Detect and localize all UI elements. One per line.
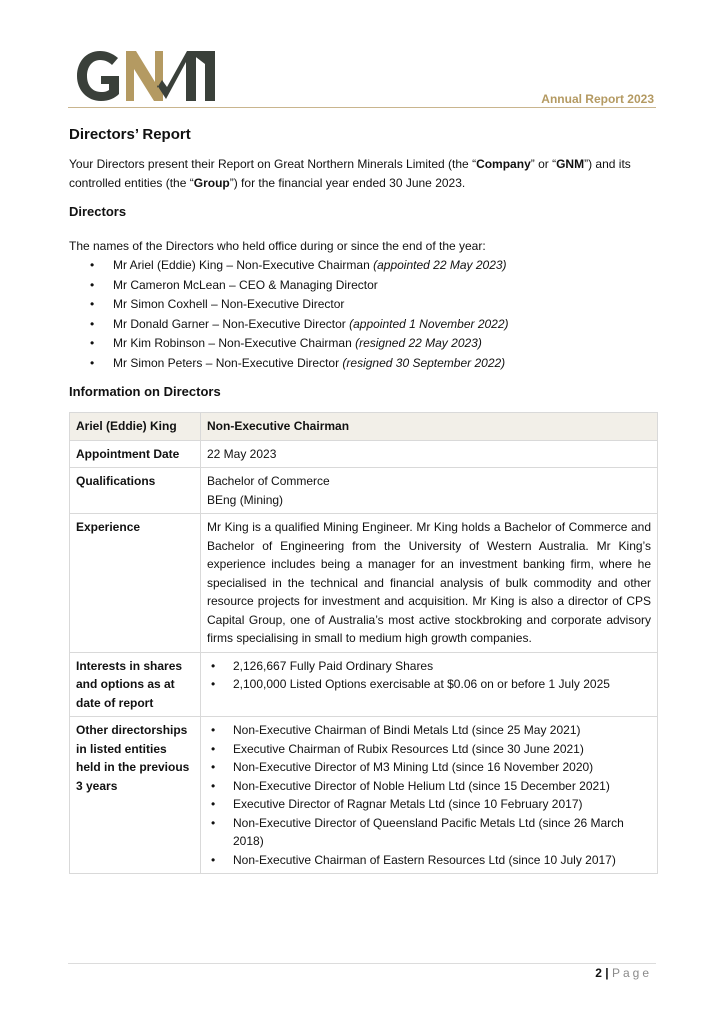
qualification-item: Bachelor of Commerce <box>207 474 330 488</box>
logo-letter-g <box>77 51 119 101</box>
bullet-icon: • <box>211 778 216 793</box>
directorship-text: Non-Executive Director of Queensland Pacific Metals Ltd (since 26 March 2018) <box>233 815 624 848</box>
interests-value <box>201 652 658 717</box>
list-item <box>207 777 651 796</box>
logo-letter-n <box>126 51 163 101</box>
footer-separator: | <box>605 966 609 980</box>
list-item <box>207 795 651 814</box>
page-footer <box>595 966 652 980</box>
list-item <box>207 758 651 777</box>
directorship-text: Non-Executive Chairman of Bindi Metals Ltd (since 25 May 2021) <box>233 723 581 737</box>
page-number: 2 <box>595 966 602 980</box>
other-directorships-value <box>201 717 658 874</box>
interest-text: 2,100,000 Listed Options exercisable at $0.06 on or before 1 July 2025 <box>233 677 610 691</box>
intro-bold-group: Group <box>193 176 230 190</box>
director-note: (appointed 1 November 2022) <box>349 316 509 331</box>
bullet-icon: • <box>90 355 95 370</box>
annual-report-label: Annual Report 2023 <box>541 92 654 106</box>
interests-label: Interests in shares and options as at date of report <box>70 652 201 717</box>
directorship-text: Executive Director of Ragnar Metals Ltd (since 10 February 2017) <box>233 797 583 811</box>
director-name-cell: Ariel (Eddie) King <box>70 413 201 441</box>
list-item <box>207 851 651 870</box>
information-heading: Information on Directors <box>69 384 221 399</box>
director-note: (resigned 30 September 2022) <box>342 355 506 370</box>
table-row <box>70 514 658 653</box>
director-name: Mr Kim Robinson – Non-Executive Chairman <box>113 336 356 350</box>
list-item <box>207 740 651 759</box>
header-divider <box>68 107 656 108</box>
list-item <box>90 276 657 296</box>
bullet-icon: • <box>211 658 216 673</box>
list-item <box>90 354 657 374</box>
bullet-icon: • <box>211 815 216 830</box>
bullet-icon: • <box>211 852 216 867</box>
director-note: (appointed 22 May 2023) <box>373 258 507 272</box>
bullet-icon: • <box>90 336 95 350</box>
qualifications-value <box>201 468 658 514</box>
intro-bold-gnm: GNM <box>556 157 585 171</box>
experience-label: Experience <box>70 514 201 653</box>
bullet-icon: • <box>90 297 95 311</box>
director-name: Mr Simon Coxhell – Non-Executive Director <box>113 297 345 311</box>
footer-divider <box>68 963 656 964</box>
directors-intro: The names of the Directors who held office during or since the end of the year: <box>69 239 486 253</box>
interest-text: 2,126,667 Fully Paid Ordinary Shares <box>233 658 434 673</box>
list-item <box>90 256 657 276</box>
intro-text: ” or “ <box>530 157 557 171</box>
list-item <box>90 334 657 354</box>
directorship-text: Non-Executive Chairman of Eastern Resources Ltd (since 10 July 2017) <box>233 852 616 867</box>
appointment-value: 22 May 2023 <box>201 440 658 468</box>
list-item <box>207 675 651 694</box>
experience-value: Mr King is a qualified Mining Engineer. Mr King holds a Bachelor of Commerce and Bachelor of Engineering from the University of Western Australia. Mr King’s experience includes being a manager for an investment banking firm, where he specialised in the technical and financial analysis of bulk commodity and other resource projects for investment and acquisition. Mr King is also a director of CPS Capital Group, one of Australia’s most active stockbroking and corporate advisory firms specialising in small to medium high growth companies. <box>201 514 658 653</box>
list-item <box>207 657 651 676</box>
bullet-icon: • <box>211 797 216 811</box>
directors-list <box>90 256 657 373</box>
table-row <box>70 440 658 468</box>
director-role-cell: Non-Executive Chairman <box>201 413 658 441</box>
bullet-icon: • <box>90 316 95 331</box>
director-name: Mr Donald Garner – Non-Executive Director <box>113 316 350 331</box>
list-item <box>90 295 657 315</box>
table-row <box>70 717 658 874</box>
bullet-icon: • <box>90 277 95 292</box>
table-row <box>70 468 658 514</box>
table-row <box>70 413 658 441</box>
bullet-icon: • <box>211 741 216 756</box>
table-row <box>70 652 658 717</box>
bullet-icon: • <box>211 677 216 691</box>
intro-bold-company: Company <box>476 157 531 171</box>
director-name: Mr Simon Peters – Non-Executive Director <box>113 355 343 370</box>
interests-list <box>207 657 651 694</box>
bullet-icon: • <box>90 258 95 272</box>
intro-text: Your Directors present their Report on Great Northern Minerals Limited (the “ <box>69 157 477 171</box>
page-word: Page <box>611 966 652 980</box>
directorship-text: Non-Executive Director of Noble Helium Ltd (since 15 December 2021) <box>233 778 610 793</box>
directorship-text: Executive Chairman of Rubix Resources Ltd (since 30 June 2021) <box>233 741 584 756</box>
director-info-table <box>69 412 658 874</box>
qualifications-label: Qualifications <box>70 468 201 514</box>
bullet-icon: • <box>211 760 216 774</box>
list-item <box>207 721 651 740</box>
qualification-item: BEng (Mining) <box>207 492 284 507</box>
other-directorships-label: Other directorships in listed entities held in the previous 3 years <box>70 717 201 874</box>
list-item <box>90 315 657 335</box>
directorship-text: Non-Executive Director of M3 Mining Ltd (since 16 November 2020) <box>233 760 594 774</box>
appointment-label: Appointment Date <box>70 440 201 468</box>
report-content <box>69 126 657 874</box>
director-note: (resigned 22 May 2023) <box>355 336 482 350</box>
director-name: Mr Cameron McLean – CEO & Managing Director <box>113 277 378 292</box>
page-title: Directors’ Report <box>69 126 191 143</box>
other-directorships-list <box>207 721 651 869</box>
list-item <box>207 814 651 851</box>
intro-paragraph <box>69 155 657 193</box>
intro-text: ”) for the financial year ended 30 June 2023. <box>229 176 466 190</box>
bullet-icon: • <box>211 723 216 737</box>
intro-text: ”) and its controlled entities (the “ <box>69 157 631 190</box>
directors-heading: Directors <box>69 204 127 219</box>
director-name: Mr Ariel (Eddie) King – Non-Executive Chairman <box>113 258 374 272</box>
gnm-logo <box>76 50 216 102</box>
